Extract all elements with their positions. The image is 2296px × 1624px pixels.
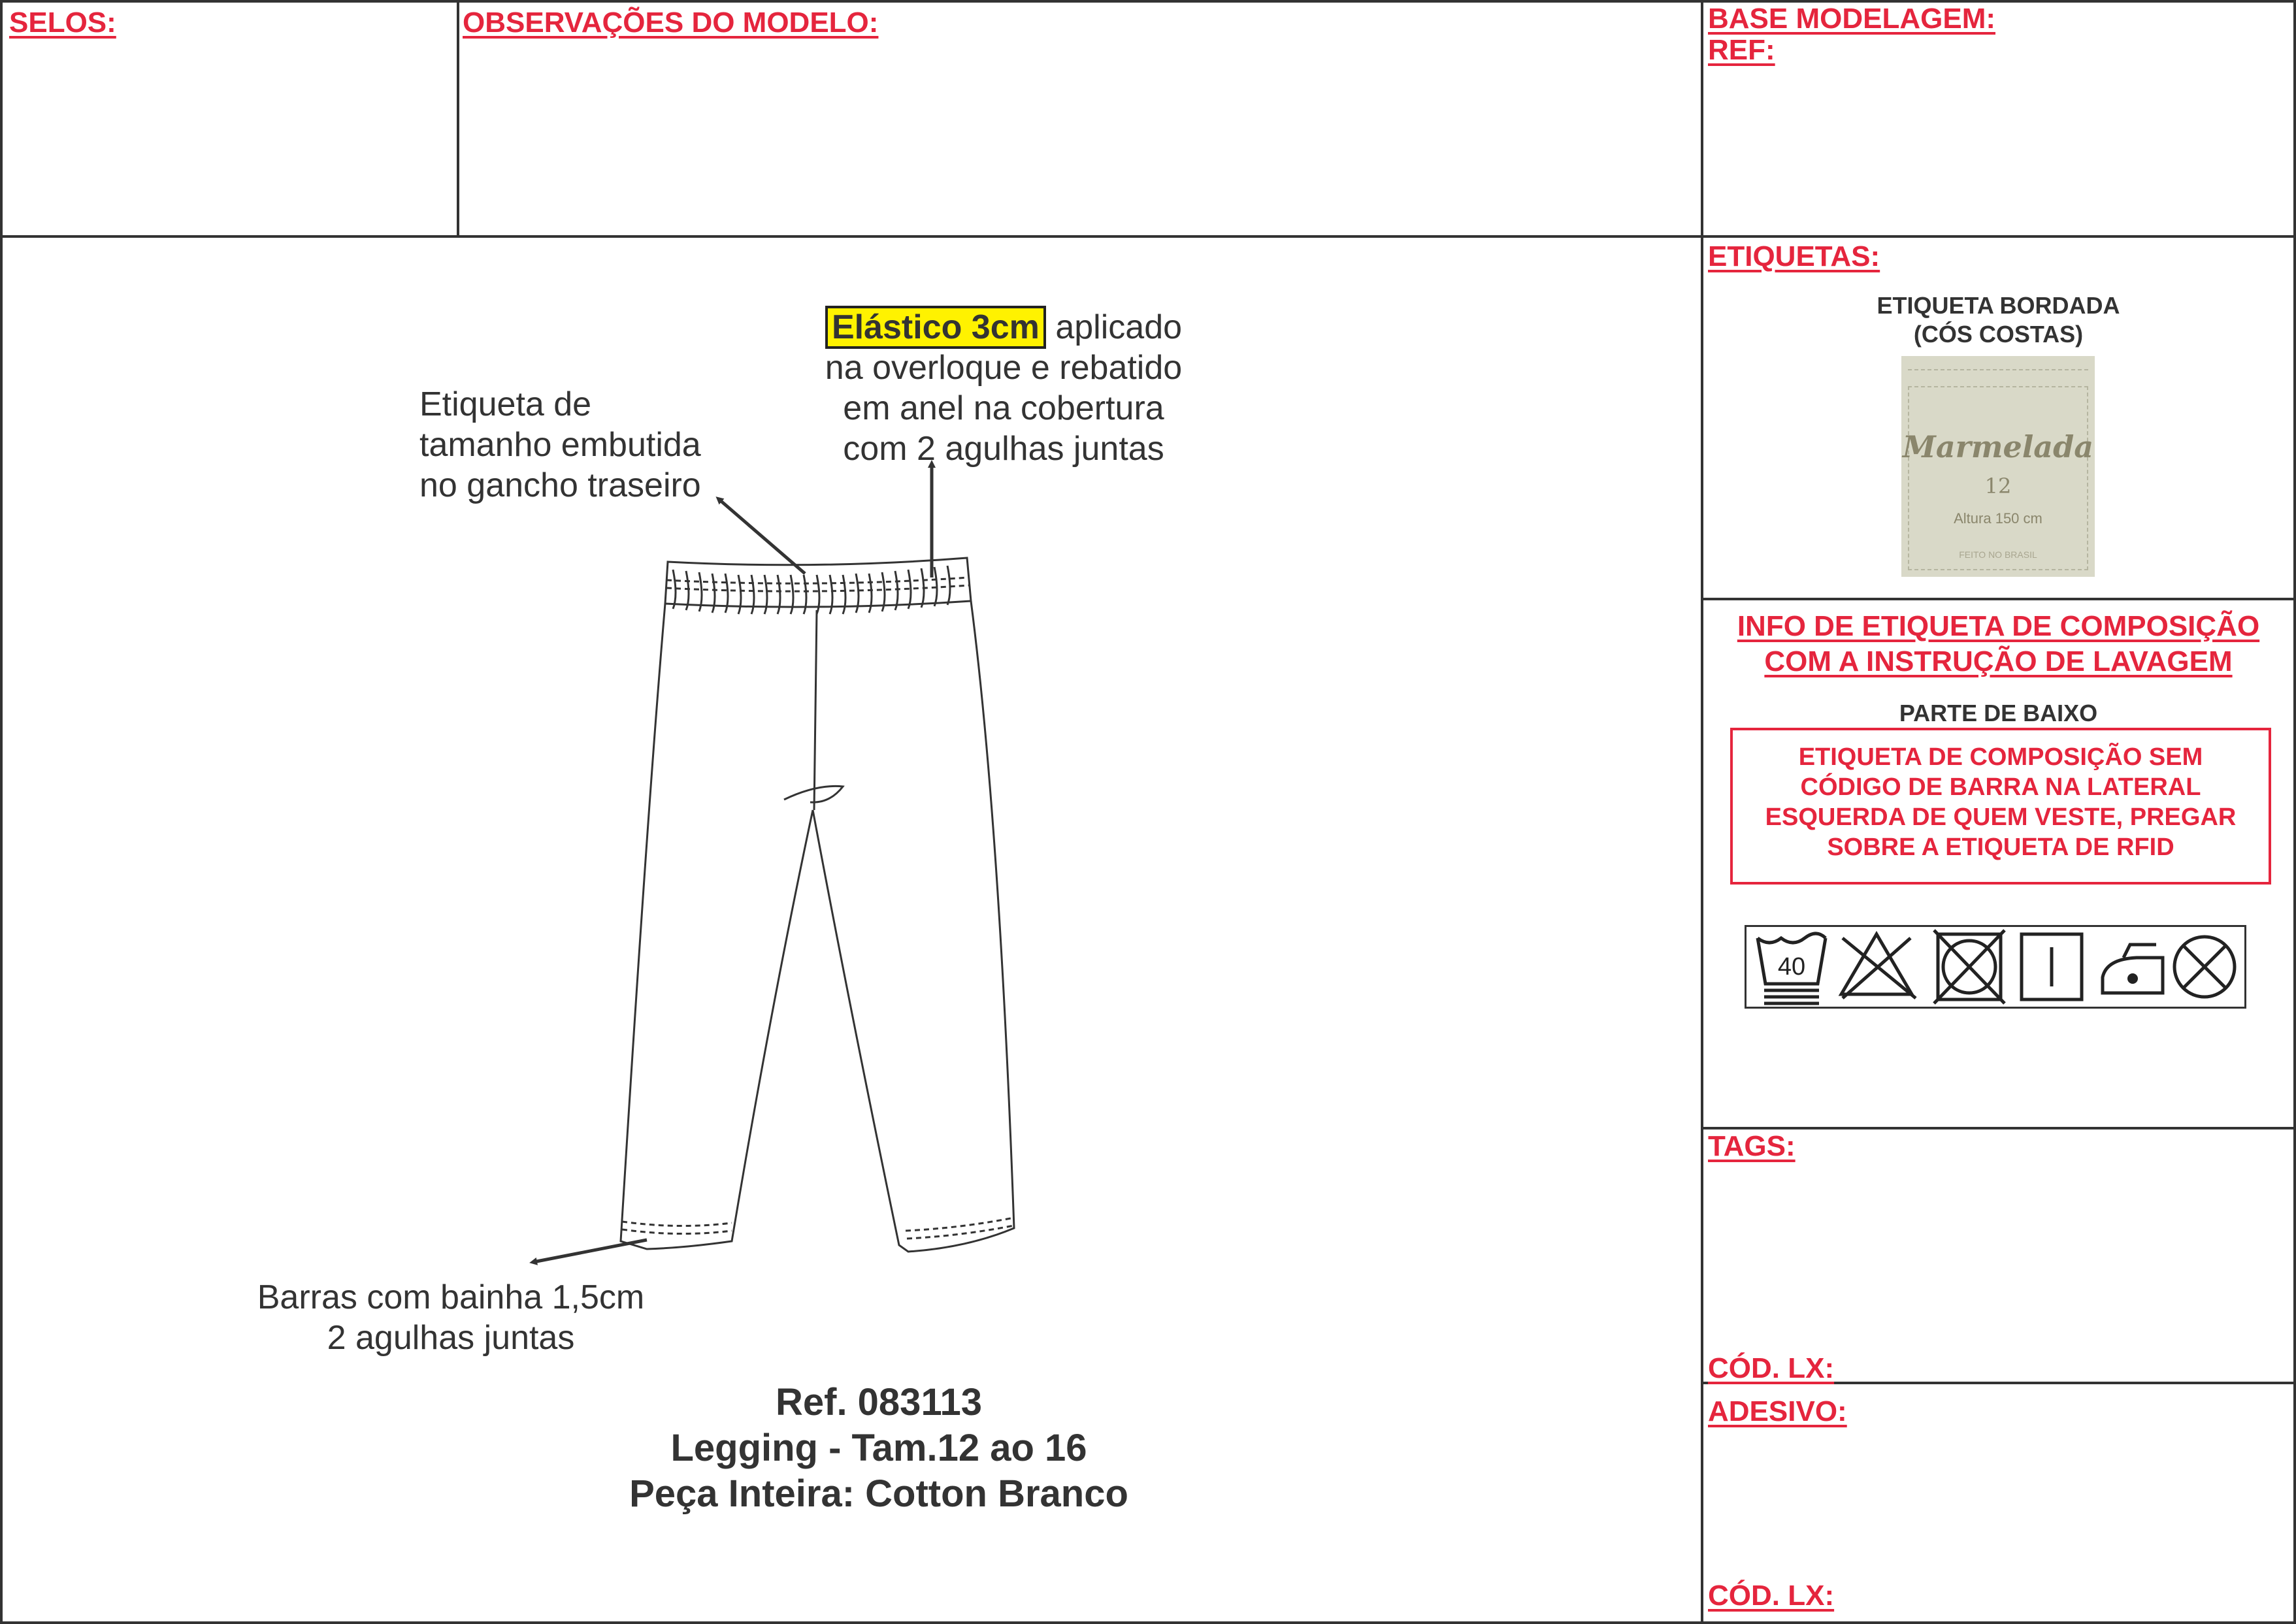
selos-heading: SELOS: [9,7,116,39]
legging-body [621,601,1014,1252]
composicao-line: ETIQUETA DE COMPOSIÇÃO SEM [1798,743,2203,771]
elastic-rest: aplicado [1045,308,1183,346]
wash-temp: 40 [1777,953,1806,981]
label-size: 12 [1984,474,2012,498]
barras-line: 2 agulhas juntas [327,1319,575,1357]
label-height: Altura 150 cm [1954,510,2042,527]
composicao-line: ESQUERDA DE QUEM VESTE, PREGAR [1765,804,2237,831]
adesivo-heading: ADESIVO: [1708,1395,1847,1427]
elastic-line: na overloque e rebatido [825,349,1183,387]
elastic-line: com 2 agulhas juntas [843,430,1164,468]
ref-material: Peça Inteira: Cotton Branco [629,1472,1128,1515]
cod-lx-tags: CÓD. LX: [1708,1352,1835,1384]
ref-heading: REF: [1708,34,1775,66]
etiqueta-line: Etiqueta de [419,385,592,423]
barras-arrow [533,1240,647,1262]
etiqueta-line: no gancho traseiro [419,466,701,504]
info-title-line-2: COM A INSTRUÇÃO DE LAVAGEM [1764,645,2233,677]
ref-description: Legging - Tam.12 ao 16 [670,1427,1087,1469]
cos-costas-line: (CÓS COSTAS) [1913,321,2084,348]
tags-heading: TAGS: [1708,1130,1796,1162]
composicao-line: CÓDIGO DE BARRA NA LATERAL [1800,773,2201,801]
etiqueta-bordada-line: ETIQUETA BORDADA [1877,292,2120,319]
observacoes-heading: OBSERVAÇÕES DO MODELO: [463,7,879,39]
label-brand: Marmelada [1902,429,2094,464]
elastic-line: em anel na cobertura [843,389,1164,427]
barras-line: Barras com bainha 1,5cm [257,1278,645,1316]
etiqueta-line: tamanho embutida [419,426,701,464]
elastic-highlight: Elástico 3cm [825,306,1046,349]
info-title-line-1: INFO DE ETIQUETA DE COMPOSIÇÃO [1737,610,2260,642]
etiquetas-heading: ETIQUETAS: [1708,240,1880,272]
cod-lx-adesivo: CÓD. LX: [1708,1580,1835,1612]
ref-number: Ref. 083113 [775,1381,983,1423]
base-modelagem-heading: BASE MODELAGEM: [1708,3,1995,35]
label-made: FEITO NO BRASIL [1959,549,2037,560]
etiqueta-arrow [719,499,805,574]
legging-waistband [665,558,971,614]
parte-de-baixo-label: PARTE DE BAIXO [1899,700,2098,726]
composicao-line: SOBRE A ETIQUETA DE RFID [1827,834,2174,861]
